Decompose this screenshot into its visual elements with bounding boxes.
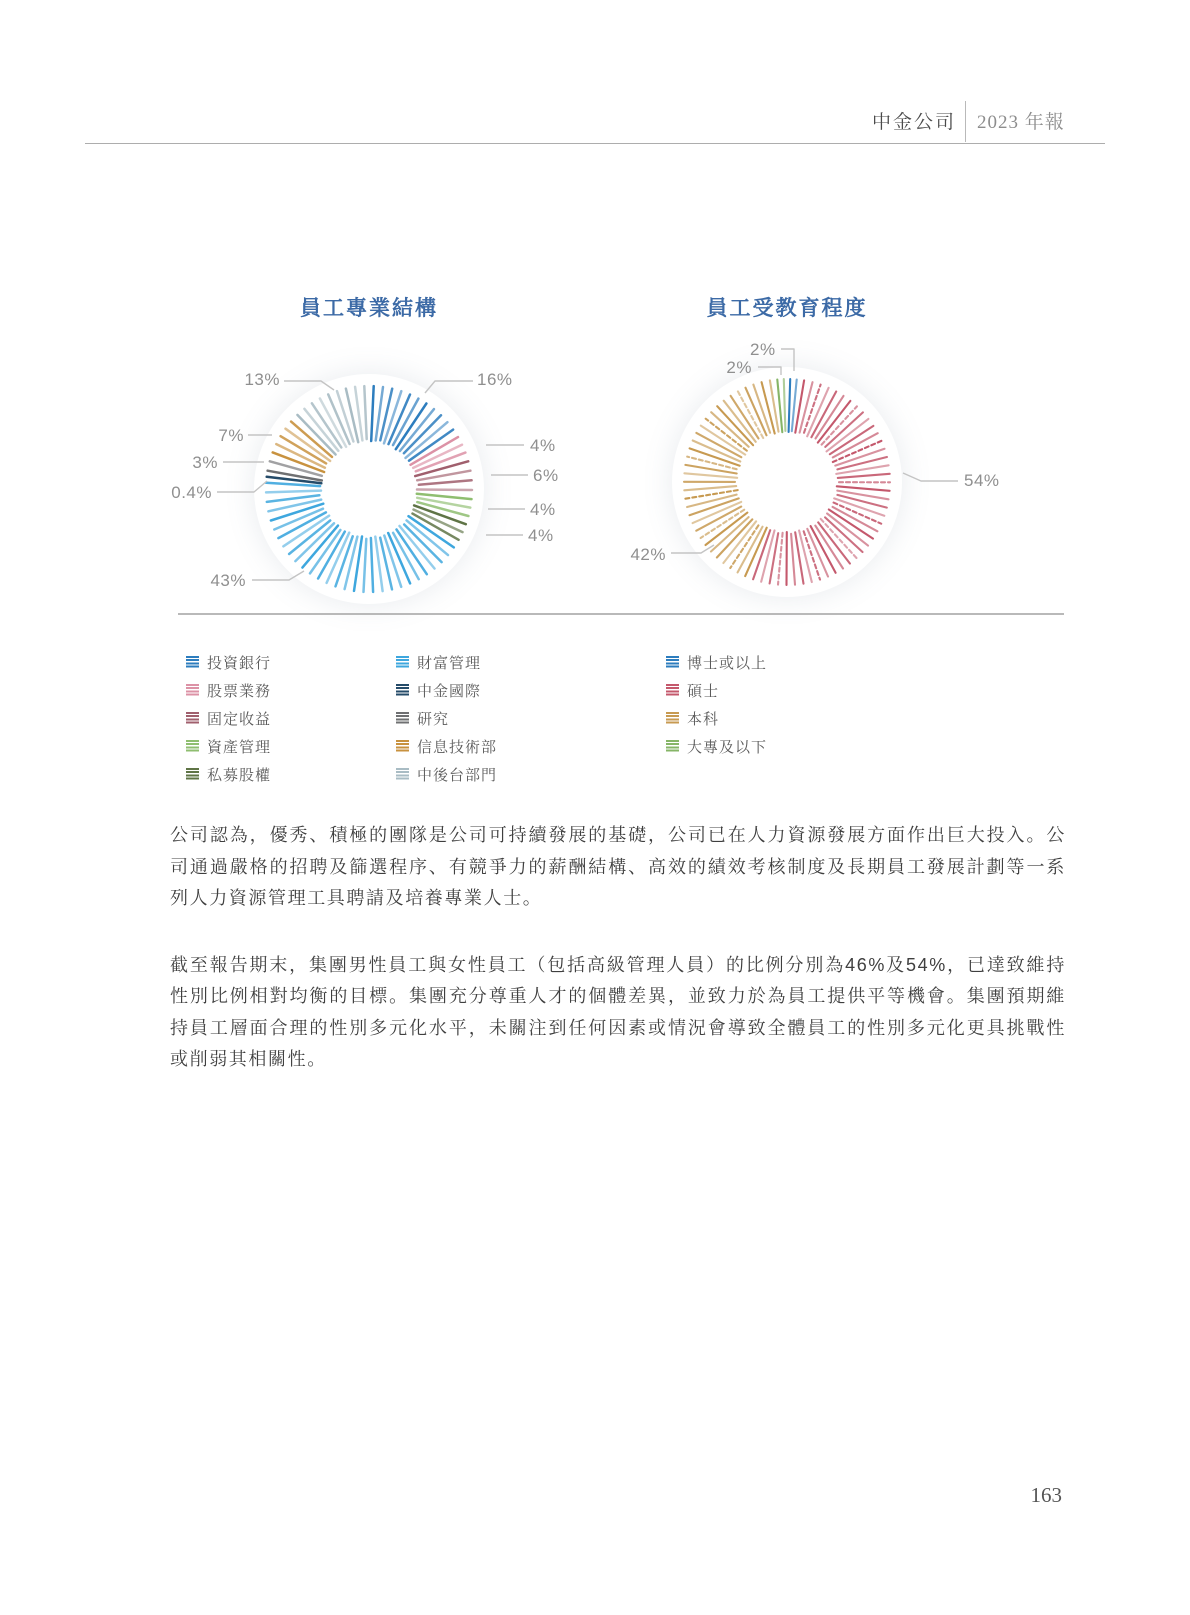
legend-stripes-icon: [666, 740, 679, 752]
callout-wealth-management: 43%: [210, 571, 246, 590]
legend-stripes-icon: [186, 684, 199, 696]
callout-college-or-below: 2%: [726, 358, 752, 377]
legend-stripes-icon: [186, 656, 199, 668]
callout-equities: 4%: [530, 436, 556, 455]
leader-line: [903, 473, 958, 481]
legend-column-professional-2: [396, 648, 497, 788]
header-rule: [85, 143, 1105, 144]
legend-stripes-icon: [396, 684, 409, 696]
legend-label: 固定收益: [207, 710, 272, 728]
legend-item: [666, 676, 767, 704]
legend-label: 中金國際: [417, 682, 482, 700]
callout-it-department: 7%: [218, 426, 244, 445]
legend-stripes-icon: [186, 768, 199, 780]
callout-cicc-international: 0.4%: [171, 483, 212, 502]
legend-label: 投資銀行: [207, 654, 272, 672]
charts-divider-rule: [178, 613, 1064, 615]
header-report-edition: 2023 年報: [977, 112, 1065, 133]
legend-stripes-icon: [186, 712, 199, 724]
legend-stripes-icon: [666, 712, 679, 724]
legend-label: 研究: [417, 710, 450, 728]
callout-fixed-income: 6%: [533, 466, 559, 485]
legend-column-professional-1: [186, 648, 271, 788]
callout-private-equity: 4%: [528, 526, 554, 545]
legend-item: [396, 648, 497, 676]
legend-item: [396, 760, 497, 788]
callout-bachelor: 42%: [630, 545, 666, 564]
legend-item: [396, 732, 497, 760]
legend-item: [666, 648, 767, 676]
callout-phd-or-above: 2%: [750, 340, 776, 359]
paragraph-hr-investment: 公司認為，優秀、積極的團隊是公司可持續發展的基礎，公司已在人力資源發展方面作出巨大投入。公司通過嚴格的招聘及篩選程序、有競爭力的薪酬結構、高效的績效考核制度及長期員工發展計劃等一系列人力資源管理工具聘請及培養專業人士。: [170, 825, 1066, 908]
legend-label: 碩士: [687, 682, 720, 700]
legend-stripes-icon: [666, 684, 679, 696]
callout-middle-back-office: 13%: [244, 370, 280, 389]
legend-item: [186, 760, 271, 788]
callout-investment-banking: 16%: [477, 370, 513, 389]
chart-glow-disc: [254, 374, 484, 604]
legend-label: 中後台部門: [417, 766, 498, 784]
callout-master: 54%: [964, 471, 1000, 490]
paragraph-gender-diversity: 截至報告期末，集團男性員工與女性員工（包括高級管理人員）的比例分別為46%及54%，已達致維持性別比例相對均衡的目標。集團充分尊重人才的個體差異，並致力於為員工提供平等機會。集團預期維持員工層面合理的性別多元化水平，未關注到任何因素或情況會導致全體員工的性別多元化更具挑戰性或削弱其相關性。: [170, 954, 1066, 1069]
legend-label: 股票業務: [207, 682, 272, 700]
chart-glow-disc: [672, 367, 902, 597]
legend-item: [666, 732, 767, 760]
chart-title-education-level: 員工受教育程度: [706, 296, 868, 320]
callout-asset-management: 4%: [530, 500, 556, 519]
legend-item: [666, 704, 767, 732]
legend-stripes-icon: [186, 740, 199, 752]
legend-label: 大專及以下: [687, 738, 768, 756]
legend-item: [186, 704, 271, 732]
chart-title-professional-structure: 員工專業結構: [300, 296, 438, 320]
header-company-name: 中金公司: [871, 112, 956, 133]
legend-label: 私募股權: [207, 766, 272, 784]
legend-stripes-icon: [396, 656, 409, 668]
legend-label: 資產管理: [207, 738, 272, 756]
legend-item: [186, 732, 271, 760]
callout-research: 3%: [192, 453, 218, 472]
legend-label: 財富管理: [417, 654, 482, 672]
page-number: 163: [1030, 1483, 1062, 1507]
legend-label: 信息技術部: [417, 738, 498, 756]
legend-stripes-icon: [396, 768, 409, 780]
legend-label: 本科: [687, 710, 720, 728]
legend-item: [186, 648, 271, 676]
legend-item: [186, 676, 271, 704]
legend-item: [396, 676, 497, 704]
legend-stripes-icon: [396, 712, 409, 724]
legend-label: 博士或以上: [687, 654, 768, 672]
legend-column-education: [666, 648, 767, 760]
leader-line: [425, 381, 473, 393]
legend-stripes-icon: [396, 740, 409, 752]
legend-item: [396, 704, 497, 732]
body-text-block: [170, 820, 1066, 1111]
legend-stripes-icon: [666, 656, 679, 668]
header-divider: [965, 101, 966, 142]
